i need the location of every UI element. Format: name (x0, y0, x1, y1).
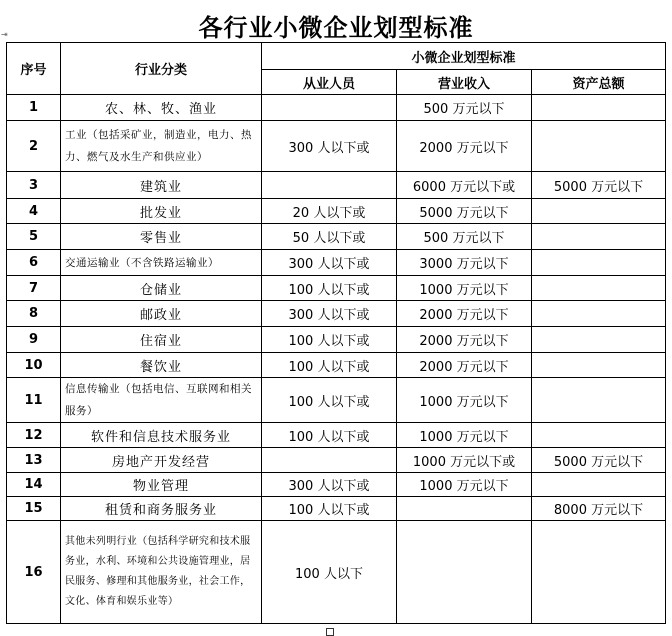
row-employees: 300 人以下或 (262, 250, 397, 276)
table-row (7, 423, 666, 448)
row-industry: 邮政业 (61, 301, 262, 327)
row-seq: 8 (7, 301, 61, 327)
row-assets: 5000 万元以下 (532, 448, 666, 473)
row-assets (532, 121, 666, 172)
table-row (7, 121, 666, 172)
row-seq: 12 (7, 423, 61, 448)
row-industry: 租赁和商务服务业 (61, 497, 262, 521)
row-seq: 9 (7, 327, 61, 353)
row-assets (532, 473, 666, 497)
row-assets (532, 423, 666, 448)
table-row (7, 95, 666, 121)
row-industry: 交通运输业（不含铁路运输业） (61, 250, 262, 276)
row-employees: 300 人以下或 (262, 473, 397, 497)
row-industry: 工业（包括采矿业，制造业，电力、热力、燃气及水生产和供应业） (61, 121, 262, 172)
row-seq: 5 (7, 224, 61, 250)
table-row (7, 497, 666, 521)
row-seq: 3 (7, 172, 61, 199)
row-employees: 300 人以下或 (262, 121, 397, 172)
row-industry: 软件和信息技术服务业 (61, 423, 262, 448)
row-employees: 100 人以下 (262, 521, 397, 624)
row-assets (532, 353, 666, 378)
row-industry: 零售业 (61, 224, 262, 250)
row-employees: 100 人以下或 (262, 353, 397, 378)
row-revenue: 500 万元以下 (397, 224, 532, 250)
table-row (7, 250, 666, 276)
row-assets (532, 521, 666, 624)
row-seq: 7 (7, 276, 61, 301)
row-employees (262, 95, 397, 121)
row-employees (262, 448, 397, 473)
row-seq: 6 (7, 250, 61, 276)
header-revenue: 营业收入 (397, 70, 532, 95)
row-industry: 信息传输业（包括电信、互联网和相关服务） (61, 378, 262, 423)
row-revenue: 2000 万元以下 (397, 301, 532, 327)
table-row (7, 353, 666, 378)
row-industry: 餐饮业 (61, 353, 262, 378)
row-seq: 15 (7, 497, 61, 521)
row-assets: 5000 万元以下 (532, 172, 666, 199)
document-title: 各行业小微企业划型标准 (198, 13, 474, 42)
row-employees: 100 人以下或 (262, 378, 397, 423)
row-assets (532, 276, 666, 301)
row-revenue (397, 497, 532, 521)
row-assets: 8000 万元以下 (532, 497, 666, 521)
row-seq: 2 (7, 121, 61, 172)
table-row (7, 378, 666, 423)
row-industry: 物业管理 (61, 473, 262, 497)
row-seq: 10 (7, 353, 61, 378)
table-row (7, 301, 666, 327)
row-seq: 13 (7, 448, 61, 473)
table-row (7, 473, 666, 497)
row-revenue: 2000 万元以下 (397, 327, 532, 353)
row-industry: 其他未列明行业（包括科学研究和技术服务业，水利、环境和公共设施管理业，居民服务、修理和其他服务业，社会工作，文化、体育和娱乐业等） (61, 521, 262, 624)
row-assets (532, 301, 666, 327)
row-industry: 农、林、牧、渔业 (61, 95, 262, 121)
classification-table (6, 42, 666, 624)
row-employees: 300 人以下或 (262, 301, 397, 327)
row-revenue: 2000 万元以下 (397, 121, 532, 172)
table-row (7, 172, 666, 199)
row-seq: 14 (7, 473, 61, 497)
row-revenue: 2000 万元以下 (397, 353, 532, 378)
row-revenue (397, 521, 532, 624)
header-seq: 序号 (7, 43, 61, 95)
header-employees: 从业人员 (262, 70, 397, 95)
row-seq: 1 (7, 95, 61, 121)
row-revenue: 500 万元以下 (397, 95, 532, 121)
row-assets (532, 250, 666, 276)
row-employees: 100 人以下或 (262, 327, 397, 353)
row-assets (532, 224, 666, 250)
table-row (7, 199, 666, 224)
row-industry: 房地产开发经营 (61, 448, 262, 473)
row-revenue: 1000 万元以下或 (397, 448, 532, 473)
row-revenue: 3000 万元以下 (397, 250, 532, 276)
header-group: 小微企业划型标准 (262, 43, 666, 70)
row-assets (532, 95, 666, 121)
row-assets (532, 327, 666, 353)
row-employees: 20 人以下或 (262, 199, 397, 224)
row-assets (532, 199, 666, 224)
row-employees: 100 人以下或 (262, 497, 397, 521)
row-revenue: 1000 万元以下 (397, 276, 532, 301)
row-seq: 16 (7, 521, 61, 624)
header-industry: 行业分类 (61, 43, 262, 95)
row-revenue: 6000 万元以下或 (397, 172, 532, 199)
row-revenue: 1000 万元以下 (397, 473, 532, 497)
row-industry: 住宿业 (61, 327, 262, 353)
row-revenue: 1000 万元以下 (397, 378, 532, 423)
row-revenue: 5000 万元以下 (397, 199, 532, 224)
table-row (7, 327, 666, 353)
row-employees: 100 人以下或 (262, 276, 397, 301)
row-employees: 100 人以下或 (262, 423, 397, 448)
row-industry: 建筑业 (61, 172, 262, 199)
row-employees: 50 人以下或 (262, 224, 397, 250)
row-seq: 4 (7, 199, 61, 224)
row-revenue: 1000 万元以下 (397, 423, 532, 448)
row-employees (262, 172, 397, 199)
table-row (7, 521, 666, 624)
row-seq: 11 (7, 378, 61, 423)
row-assets (532, 378, 666, 423)
header-assets: 资产总额 (532, 70, 666, 95)
table-row (7, 276, 666, 301)
row-industry: 仓储业 (61, 276, 262, 301)
table-anchor-icon: ⇥ (1, 30, 8, 39)
table-row (7, 224, 666, 250)
table-row (7, 448, 666, 473)
row-industry: 批发业 (61, 199, 262, 224)
